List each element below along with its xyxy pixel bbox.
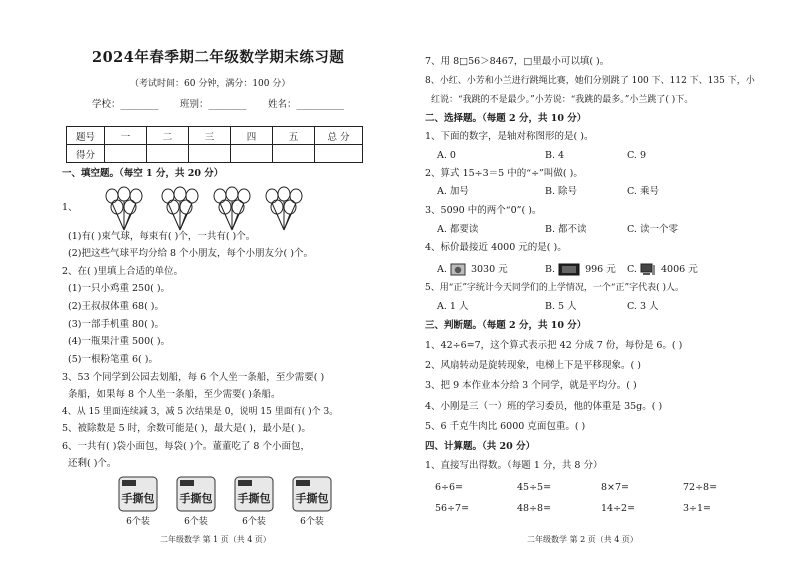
question-7: 7、用 8□56＞8467，□里最小可以填( )。 [425, 56, 610, 67]
question-6a: 6、一共有( )袋小面包，每袋( )个。董董吃了 8 个小面包， [62, 441, 310, 452]
washing-machine-icon [450, 263, 466, 276]
television-icon [558, 263, 580, 276]
judgement-1: 1、42÷6=7，这个算式表示把 42 分成 7 份，每份是 6。( ) [425, 340, 683, 351]
judgement-4: 4、小刚是三（一）班的学习委员，他的体重是 35g。( ) [425, 401, 663, 412]
school-field: 学校：________ [92, 99, 159, 110]
question-1a: (1)有( )束气球，每束有( )个，一共有( )个。 [68, 231, 256, 242]
score-header-cell: 三 [189, 127, 231, 145]
choice-1-option-a: A. 0 [437, 150, 456, 161]
choice-3-option-a: A. 都要读 [437, 224, 479, 235]
section-1-title: 一、填空题。（每空 1 分，共 20 分） [62, 168, 224, 179]
bread-label: 6个装 [242, 517, 266, 527]
choice-5-option-c: C. 3 人 [627, 301, 659, 312]
balloon-bunch-icon [156, 186, 204, 234]
bread-brand-text: 手撕包 [179, 492, 213, 505]
exam-info: （考试时间：60 分钟，满分：100 分） [130, 79, 291, 89]
question-2-2: (2)王叔叔体重 68( )。 [68, 301, 164, 312]
choice-4-option-b-letter: B. [545, 264, 556, 275]
choice-3-option-b: B. 都不读 [545, 224, 587, 235]
name-field: 姓名：__________ [268, 99, 345, 110]
calc-item: 56÷7= [435, 503, 470, 514]
balloon-bunch-icon [260, 186, 308, 234]
choice-4-price-a: 3030 元 [470, 264, 508, 275]
question-3b: 条船，如果每 8 个人坐一条船，至少需要( )条船。 [68, 389, 281, 400]
question-2: 2、在( )里填上合适的单位。 [62, 266, 183, 277]
choice-4-price-c: 4006 元 [661, 264, 698, 275]
section-4-title: 四、计算题。（共 20 分） [425, 441, 536, 452]
question-1b: (2)把这些气球平均分给 8 个小朋友，每个小朋友分( )个。 [68, 248, 313, 259]
question-8b: 红说：“我跳的不是最少。”小芳说：“我跳的最多。”小兰跳了( )下。 [431, 95, 694, 105]
question-6b: 还剩( )个。 [68, 458, 117, 469]
score-header-cell: 四 [231, 127, 273, 145]
bread-brand-text: 手撕包 [295, 492, 329, 505]
choice-1-option-b: B. 4 [545, 150, 565, 161]
bread-brand-text: 手撕包 [121, 492, 155, 505]
bread-bag-icon [290, 474, 334, 514]
choice-4-option-b [545, 263, 616, 276]
choice-1-option-c: C. 9 [627, 150, 647, 161]
choice-4-option-c-letter: C. [627, 264, 637, 275]
calc-item: 14÷2= [601, 503, 636, 514]
score-header-cell: 总 分 [315, 127, 363, 145]
score-header-cell: 题号 [67, 127, 105, 145]
question-2-1: (1)一只小鸡重 250( )。 [68, 283, 171, 294]
score-header-cell: 二 [147, 127, 189, 145]
choice-2-option-c: C. 乘号 [627, 186, 659, 197]
question-5: 5、被除数是 5 时，余数可能是( )，最大是( )，最小是( )。 [62, 423, 311, 434]
choice-5: 5、用“正”字统计今天同学们的上学情况，一个“正”字代表( )人。 [425, 283, 685, 293]
question-8a: 8、小红、小芳和小兰进行跳绳比赛，她们分别跳了 100 下、112 下、135 下，小 [425, 76, 755, 86]
exam-title: 2024年春季期二年级数学期末练习题 [92, 49, 345, 66]
section-2-title: 二、选择题。（每题 2 分，共 10 分） [425, 113, 587, 124]
calc-item: 72÷8= [683, 482, 718, 493]
question-2-4: (4)一瓶果汁重 500( )。 [68, 336, 171, 347]
right-page-footer: 二年级数学 第 2 页（共 4 页） [527, 535, 638, 544]
bread-bag-icon [232, 474, 276, 514]
choice-4-option-a [437, 263, 508, 276]
calc-item: 6÷6= [435, 482, 464, 493]
score-cell [147, 145, 189, 163]
right-page [397, 0, 794, 561]
score-table-score-row [67, 145, 363, 163]
choice-4-option-c [627, 263, 698, 276]
choice-2: 2、算式 15÷3＝5 中的“÷”叫做( )。 [425, 168, 583, 179]
calc-subtitle: 1、直接写出得数。（每题 1 分，共 8 分） [425, 460, 603, 471]
score-cell [315, 145, 363, 163]
score-table [66, 126, 363, 163]
score-header-cell: 五 [273, 127, 315, 145]
calc-item: 8×7= [601, 482, 630, 493]
computer-icon [640, 263, 656, 276]
choice-2-option-b: B. 除号 [545, 186, 578, 197]
judgement-5: 5、6 千克牛肉比 6000 克面包重。( ) [425, 421, 586, 432]
bread-bag-icon [174, 474, 218, 514]
balloon-bunch-icon [208, 186, 256, 234]
question-3a: 3、53 个同学到公园去划船，每 6 个人坐一条船，至少需要( ) [62, 372, 325, 383]
calc-item: 45÷5= [517, 482, 552, 493]
score-header-cell: 一 [105, 127, 147, 145]
bread-label: 6个装 [126, 517, 150, 527]
choice-4-price-b: 996 元 [585, 264, 616, 275]
choice-1: 1、下面的数字，是轴对称图形的是( )。 [425, 131, 594, 142]
judgement-2: 2、风扇转动是旋转现象，电梯上下是平移现象。( ) [425, 360, 641, 371]
choice-5-option-b: B. 5 人 [545, 301, 577, 312]
choice-5-option-a: A. 1 人 [437, 301, 469, 312]
score-cell [231, 145, 273, 163]
score-cell [273, 145, 315, 163]
choice-4: 4、标价最接近 4000 元的是( )。 [425, 242, 567, 253]
question-4: 4、从 15 里面连续减 3，减 5 次结果是 0，说明 15 里面有( )个 3。 [62, 407, 339, 417]
balloon-bunch-icon [100, 186, 148, 234]
class-field: 班别：________ [180, 99, 247, 110]
score-table-header-row [67, 127, 363, 145]
score-cell [105, 145, 147, 163]
choice-3: 3、5090 中的两个“0”( )。 [425, 205, 542, 216]
score-row-label: 得分 [67, 145, 105, 163]
score-cell [189, 145, 231, 163]
left-page-footer: 二年级数学 第 1 页（共 4 页） [160, 535, 271, 544]
choice-2-option-a: A. 加号 [437, 186, 469, 197]
bread-brand-text: 手撕包 [237, 492, 271, 505]
calc-item: 48÷8= [517, 503, 552, 514]
choice-4-option-a-letter: A. [437, 264, 447, 275]
question-1-number: 1、 [62, 202, 78, 213]
question-2-5: (5)一根粉笔重 6( )。 [68, 354, 158, 365]
bread-label: 6个装 [184, 517, 208, 527]
bread-bag-icon [116, 474, 160, 514]
choice-3-option-c: C. 读一个零 [627, 224, 678, 235]
judgement-3: 3、把 9 本作业本分给 3 个同学，就是平均分。( ) [425, 380, 637, 391]
calc-item: 3÷1= [683, 503, 712, 514]
section-3-title: 三、判断题。（每题 2 分，共 10 分） [425, 320, 587, 331]
bread-label: 6个装 [300, 517, 324, 527]
question-2-3: (3)一部手机重 80( )。 [68, 319, 164, 330]
